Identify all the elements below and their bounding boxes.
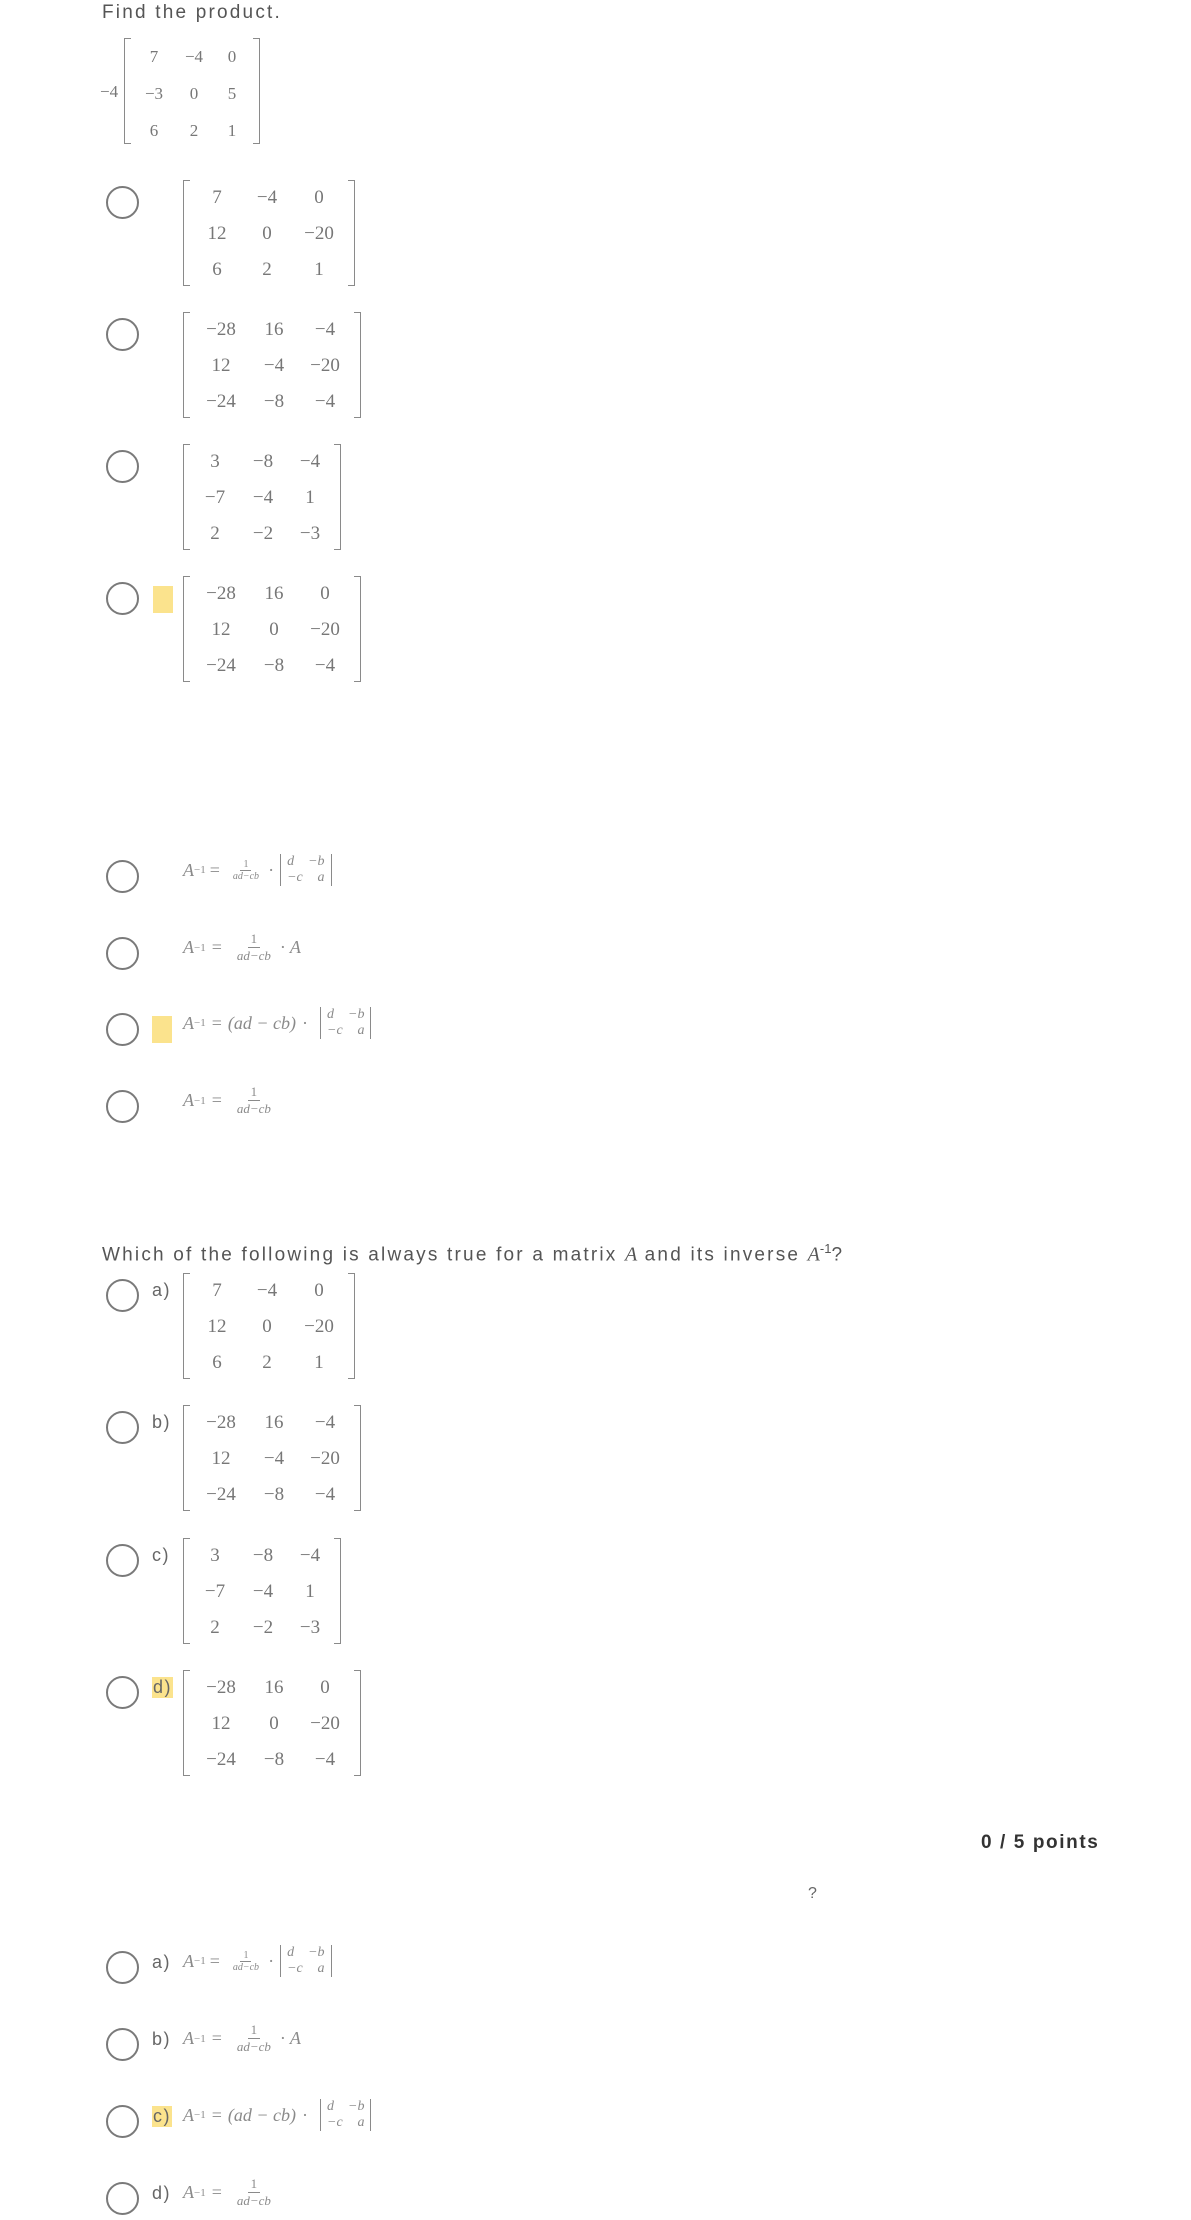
option-radio[interactable] — [106, 937, 139, 970]
matrix-row — [193, 444, 331, 480]
option-radio[interactable] — [106, 186, 139, 219]
matrix-cell: 1 — [314, 1352, 324, 1373]
matrix-row — [193, 1309, 345, 1345]
formula-option: A −1 = $\frac{1}{ad-cb}$ — [183, 1084, 271, 1116]
matrix-cell: −20 — [310, 1448, 340, 1469]
option-matrix — [183, 1405, 361, 1511]
matrix-cell: 16 — [264, 583, 284, 604]
matrix-cell: −28 — [206, 1677, 236, 1698]
formula-option: A −1 = $\frac{1}{ad-cb}$ — [183, 2176, 271, 2208]
matrix-cell: −4 — [299, 1545, 321, 1566]
matrix-cell: −24 — [206, 1484, 236, 1505]
matrix-cell: −24 — [206, 1749, 236, 1770]
formula-option: A −1 = (ad − cb) · d −b −c a — [183, 2099, 371, 2131]
matrix-cell: −4 — [263, 355, 285, 376]
matrix-cell: 6 — [212, 1352, 222, 1373]
matrix-cell: −4 — [314, 1749, 336, 1770]
formula-option: A −1 = $\frac{1}{ad-cb}$ · d −b −c a — [183, 1945, 332, 1977]
matrix-cell: 1 — [305, 487, 315, 508]
matrix-cell: 12 — [207, 1316, 227, 1337]
matrix-row — [193, 480, 331, 516]
matrix-cell: −2 — [252, 1617, 274, 1638]
matrix-cell: 0 — [269, 1713, 279, 1734]
option-radio[interactable] — [106, 318, 139, 351]
matrix-cell: −4 — [314, 319, 336, 340]
option-letter: a) — [152, 1952, 172, 1972]
matrix-cell: −20 — [304, 1316, 334, 1337]
question-prompt: Find the product. — [102, 2, 282, 23]
matrix-cell: 6 — [149, 120, 159, 140]
matrix-row — [193, 216, 345, 252]
matrix-cell: 0 — [269, 619, 279, 640]
matrix-cell: −8 — [252, 451, 274, 472]
matrix-row — [193, 1706, 351, 1742]
matrix-cell: −4 — [252, 487, 274, 508]
option-radio[interactable] — [106, 1544, 139, 1577]
matrix-row — [193, 252, 345, 288]
matrix-cell: 5 — [227, 83, 237, 103]
matrix-row — [193, 1610, 331, 1646]
matrix-cell: −4 — [256, 187, 278, 208]
matrix-row — [134, 75, 250, 112]
matrix-cell: 2 — [210, 1617, 220, 1638]
matrix-cell: −3 — [299, 523, 321, 544]
matrix-cell: 0 — [262, 223, 272, 244]
question-mark: ? — [808, 1885, 817, 1902]
option-radio[interactable] — [106, 2182, 139, 2215]
option-matrix — [183, 312, 361, 418]
option-radio[interactable] — [106, 1951, 139, 1984]
matrix-cell: −4 — [299, 451, 321, 472]
matrix-row — [193, 612, 351, 648]
option-matrix — [183, 1273, 355, 1379]
matrix-cell: −4 — [263, 1448, 285, 1469]
matrix-cell: −2 — [252, 523, 274, 544]
matrix-cell: −8 — [252, 1545, 274, 1566]
matrix-row — [193, 1477, 351, 1513]
formula-option: A −1 = $\frac{1}{ad-cb}$ · A — [183, 931, 301, 963]
matrix-cell: −4 — [314, 655, 336, 676]
matrix-cell: −3 — [299, 1617, 321, 1638]
scalar: −4 — [100, 82, 119, 101]
matrix-row — [134, 38, 250, 75]
option-letter: b) — [152, 1412, 172, 1432]
option-radio[interactable] — [106, 1013, 139, 1046]
option-radio[interactable] — [106, 1279, 139, 1312]
matrix-cell: −7 — [204, 487, 226, 508]
matrix-row — [193, 312, 351, 348]
option-radio[interactable] — [106, 1090, 139, 1123]
matrix-cell: 2 — [210, 523, 220, 544]
option-matrix — [183, 576, 361, 682]
matrix-cell: 1 — [227, 120, 237, 140]
formula-option: A −1 = $\frac{1}{ad-cb}$ · A — [183, 2022, 301, 2054]
option-radio[interactable] — [106, 582, 139, 615]
matrix-cell: 1 — [314, 259, 324, 280]
matrix-cell: 7 — [149, 46, 159, 66]
matrix-cell: 0 — [227, 46, 237, 66]
matrix-cell: 1 — [305, 1581, 315, 1602]
matrix-row — [193, 1405, 351, 1441]
matrix-cell: −7 — [204, 1581, 226, 1602]
matrix-cell: 3 — [210, 451, 220, 472]
option-radio[interactable] — [106, 860, 139, 893]
matrix-row — [134, 112, 250, 149]
matrix-row — [193, 180, 345, 216]
matrix-cell: 0 — [314, 187, 324, 208]
matrix-cell: −20 — [310, 1713, 340, 1734]
matrix-cell: 12 — [211, 1713, 231, 1734]
question-prompt-inverse: Which of the following is always true for a matrix A and its inverse $A^{-1}$? — [102, 1241, 845, 1266]
option-letter: c) — [152, 1545, 170, 1565]
matrix-cell: −3 — [144, 83, 164, 103]
matrix-cell: −28 — [206, 1412, 236, 1433]
matrix-cell: 16 — [264, 1677, 284, 1698]
matrix-cell: 12 — [207, 223, 227, 244]
matrix-cell: 0 — [262, 1316, 272, 1337]
matrix-cell: −24 — [206, 391, 236, 412]
question-matrix — [124, 38, 260, 144]
matrix-cell: −4 — [256, 1280, 278, 1301]
option-letter: d) — [153, 1677, 173, 1697]
matrix-cell: 0 — [320, 583, 330, 604]
matrix-row — [193, 648, 351, 684]
matrix-cell: −20 — [310, 619, 340, 640]
option-letter: a) — [152, 1280, 172, 1300]
matrix-cell: −4 — [314, 391, 336, 412]
matrix-row — [193, 1742, 351, 1778]
matrix-cell: 16 — [264, 1412, 284, 1433]
matrix-cell: −28 — [206, 319, 236, 340]
matrix-cell: −20 — [304, 223, 334, 244]
option-matrix — [183, 1538, 341, 1644]
matrix-cell: −28 — [206, 583, 236, 604]
option-letter: d) — [152, 2183, 172, 2203]
matrix-cell: 2 — [262, 259, 272, 280]
matrix-cell: −8 — [263, 1749, 285, 1770]
option-radio[interactable] — [106, 450, 139, 483]
matrix-cell: 0 — [189, 83, 199, 103]
matrix-cell: 3 — [210, 1545, 220, 1566]
matrix-row — [193, 1345, 345, 1381]
matrix-row — [193, 516, 331, 552]
matrix-row — [193, 348, 351, 384]
matrix-cell: 12 — [211, 1448, 231, 1469]
matrix-row — [193, 384, 351, 420]
option-matrix — [183, 180, 355, 286]
option-matrix — [183, 444, 341, 550]
matrix-row — [193, 576, 351, 612]
matrix-cell: −4 — [314, 1484, 336, 1505]
matrix-row — [193, 1538, 331, 1574]
option-radio[interactable] — [106, 2028, 139, 2061]
formula-option: A −1 = $\frac{1}{ad-cb}$ · d −b −c a — [183, 854, 332, 886]
option-radio[interactable] — [106, 1676, 139, 1709]
option-matrix — [183, 1670, 361, 1776]
matrix-cell: −4 — [314, 1412, 336, 1433]
matrix-cell: −4 — [184, 46, 204, 66]
matrix-cell: −8 — [263, 1484, 285, 1505]
matrix-row — [193, 1273, 345, 1309]
matrix-cell: 2 — [189, 120, 199, 140]
matrix-cell: 6 — [212, 259, 222, 280]
matrix-cell: −4 — [252, 1581, 274, 1602]
matrix-row — [193, 1441, 351, 1477]
points-label: 0 / 5 points — [981, 1832, 1100, 1853]
matrix-row — [193, 1670, 351, 1706]
matrix-cell: 7 — [212, 187, 222, 208]
option-radio[interactable] — [106, 2105, 139, 2138]
matrix-cell: −24 — [206, 655, 236, 676]
matrix-row — [193, 1574, 331, 1610]
matrix-cell: 0 — [314, 1280, 324, 1301]
answer-highlight — [153, 586, 173, 613]
matrix-cell: 12 — [211, 619, 231, 640]
matrix-cell: −8 — [263, 655, 285, 676]
option-letter: c) — [153, 2106, 171, 2126]
option-radio[interactable] — [106, 1411, 139, 1444]
matrix-cell: 0 — [320, 1677, 330, 1698]
matrix-cell: −8 — [263, 391, 285, 412]
formula-option: A −1 = (ad − cb) · d −b −c a — [183, 1007, 371, 1039]
matrix-cell: 7 — [212, 1280, 222, 1301]
matrix-cell: 12 — [211, 355, 231, 376]
option-letter: b) — [152, 2029, 172, 2049]
matrix-cell: 16 — [264, 319, 284, 340]
answer-highlight — [152, 1016, 172, 1043]
matrix-cell: −20 — [310, 355, 340, 376]
matrix-cell: 2 — [262, 1352, 272, 1373]
